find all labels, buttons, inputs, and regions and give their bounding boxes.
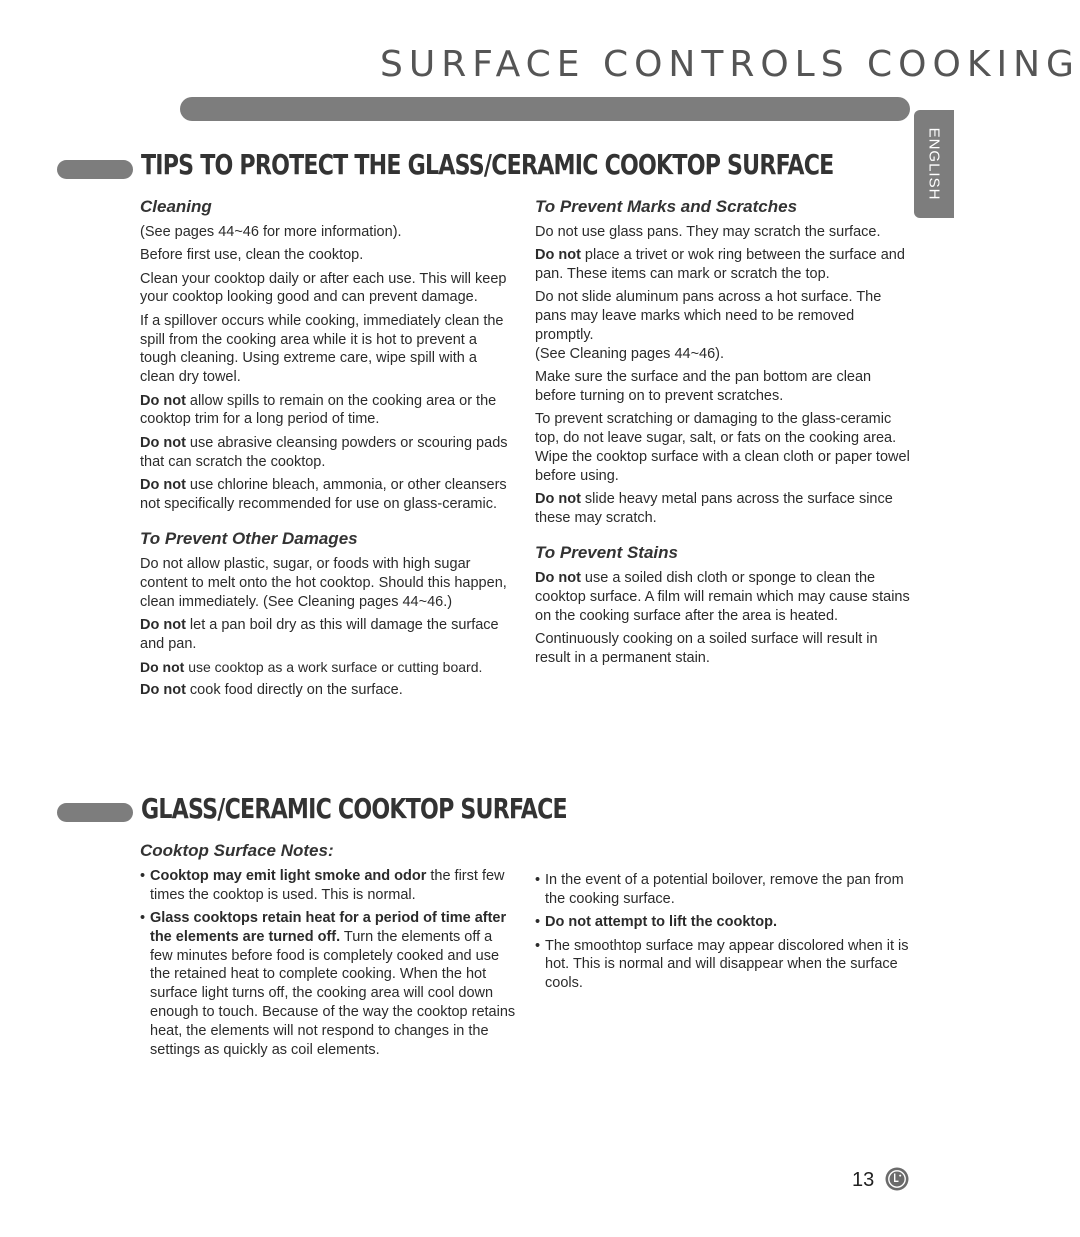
- other-damages-warning: Do not use cooktop as a work surface or cutting board.: [140, 659, 483, 676]
- marks-warning: Do not place a trivet or wok ring between the surface and pan. These items can mark or scratch the top.: [535, 247, 905, 282]
- note-bullet: • The smoothtop surface may appear discolored when it is hot. This is normal and will disappear when the surface cools.: [535, 937, 909, 992]
- page-title: SURFACE CONTROLS COOKING: [380, 44, 1080, 85]
- section-marker-pill: [57, 803, 133, 822]
- cleaning-warning: Do not use chlorine bleach, ammonia, or other cleansers not specifically recommended for use on glass-ceramic.: [140, 476, 507, 512]
- language-tab-label: ENGLISH: [925, 127, 943, 201]
- notes-left-column: [140, 842, 516, 1064]
- cleaning-warning: Do not use abrasive cleansing powders or scouring pads that can scratch the cooktop.: [140, 434, 508, 470]
- note-bullet: • Do not attempt to lift the cooktop.: [535, 914, 777, 931]
- right-column: [535, 198, 910, 672]
- title-underline-bar: [180, 97, 910, 121]
- stains-paragraph: Continuously cooking on a soiled surface will result in result in a permanent stain.: [535, 631, 878, 666]
- note-bullet: • In the event of a potential boilover, remove the pan from the cooking surface.: [535, 872, 904, 907]
- note-bullet: • Glass cooktops retain heat for a period of time after the elements are turned off. Turn the elements off a few minutes before food is completely cooked and use the retained heat to complete cooking. When the hot surface light turns off, the cooking area will cool down enough to touch. Because of the way the cooktop retains heat, the elements will not respond to changes in the settings as quickly as coil elements.: [140, 909, 516, 1058]
- note-bullet: • Cooktop may emit light smoke and odor the first few times the cooktop is used. This is normal.: [140, 867, 505, 903]
- notes-right-column: [535, 871, 910, 998]
- cleaning-paragraph: Before first use, clean the cooktop.: [140, 247, 364, 264]
- surface-section-heading: GLASS/CERAMIC COOKTOP SURFACE: [141, 792, 567, 825]
- marks-warning: Do not slide heavy metal pans across the surface since these may scratch.: [535, 491, 893, 526]
- section-marker-pill: [57, 160, 133, 179]
- cleaning-heading: Cleaning: [140, 197, 212, 216]
- marks-scratches-heading: To Prevent Marks and Scratches: [535, 197, 798, 216]
- left-column: [140, 198, 512, 705]
- cleaning-warning: Do not allow spills to remain on the cooking area or the cooktop trim for a long period of time.: [140, 392, 497, 428]
- other-damages-warning: Do not cook food directly on the surface.: [140, 682, 403, 699]
- cleaning-paragraph: (See pages 44~46 for more information).: [140, 223, 402, 240]
- marks-paragraph: Do not slide aluminum pans across a hot surface. The pans may leave marks which need to be removed promptly. (See Cleaning pages 44~46).: [535, 289, 882, 362]
- marks-paragraph: Make sure the surface and the pan bottom are clean before turning on to prevent scratches.: [535, 369, 872, 404]
- marks-paragraph: To prevent scratching or damaging to the glass-ceramic top, do not leave sugar, salt, or fats on the cooking area. Wipe the cooktop surface with a clean cloth or paper towel before using.: [535, 411, 910, 484]
- tips-section-heading: TIPS TO PROTECT THE GLASS/CERAMIC COOKTOP SURFACE: [141, 148, 834, 181]
- cleaning-paragraph: If a spillover occurs while cooking, immediately clean the spill from the cooking area while it is hot to prevent a tough cleaning. Using extreme care, wipe spill with a clean dry towel.: [140, 312, 504, 386]
- stains-warning: Do not use a soiled dish cloth or sponge to clean the cooktop surface. A film will remain which may cause stains on the cooking surface after the area is heated.: [535, 570, 910, 624]
- stains-heading: To Prevent Stains: [535, 543, 678, 563]
- other-damages-paragraph: Do not allow plastic, sugar, or foods with high sugar content to melt onto the hot cooktop. Should this happen, clean immediately. (See Cleaning pages 44~46.): [140, 555, 507, 610]
- marks-paragraph: Do not use glass pans. They may scratch the surface.: [535, 223, 881, 240]
- cleaning-paragraph: Clean your cooktop daily or after each use. This will keep your cooktop looking good and can prevent damage.: [140, 270, 507, 306]
- notes-heading: Cooktop Surface Notes:: [140, 841, 334, 860]
- other-damages-warning: Do not let a pan boil dry as this will damage the surface and pan.: [140, 616, 499, 652]
- language-tab: [914, 110, 954, 218]
- other-damages-heading: To Prevent Other Damages: [140, 529, 358, 549]
- page-number: 13: [852, 1169, 875, 1191]
- lg-logo-icon: [885, 1167, 909, 1191]
